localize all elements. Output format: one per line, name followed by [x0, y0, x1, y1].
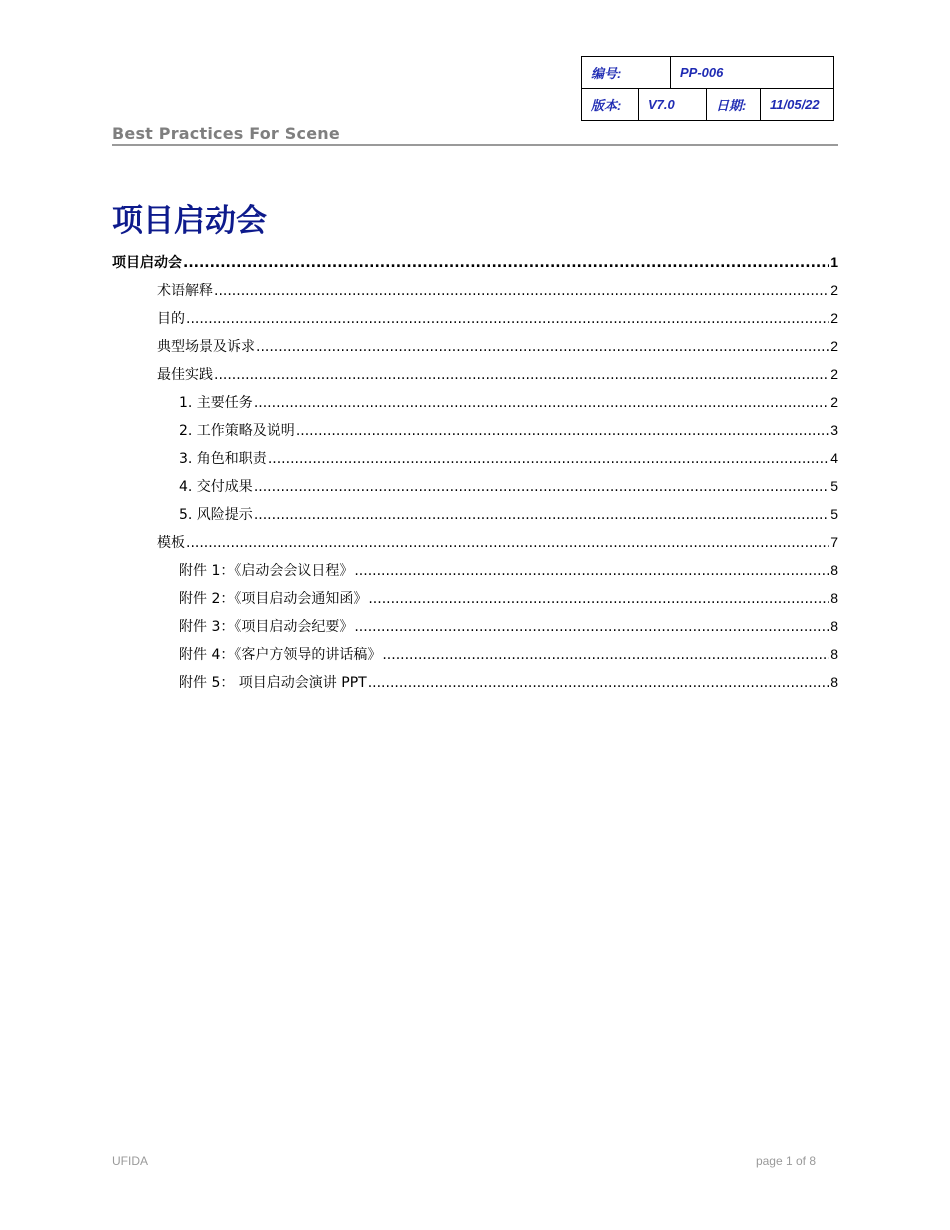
toc-entry[interactable]: [112, 388, 838, 416]
toc-entry-label: 附件 1：《启动会会议日程》: [179, 563, 354, 579]
toc-entry-page: 7: [830, 534, 838, 550]
toc-entry[interactable]: [112, 248, 838, 276]
toc-leader-dots: [368, 669, 830, 697]
number-value: PP-006: [671, 57, 834, 89]
toc-entry[interactable]: [112, 332, 838, 360]
document-title: 项目启动会: [112, 203, 267, 239]
meta-row-number: [582, 57, 834, 89]
toc-entry-label: 目的: [157, 311, 185, 327]
toc-entry-page: 8: [830, 646, 838, 662]
footer-page-info: page 1 of 8: [755, 1154, 816, 1168]
toc-leader-dots: [354, 613, 829, 641]
toc-entry-label: 术语解释: [157, 283, 213, 299]
toc-entry[interactable]: [112, 416, 838, 444]
toc-entry-page: 3: [830, 422, 838, 438]
toc-entry-label: 5. 风险提示: [179, 507, 253, 523]
footer-company: UFIDA: [112, 1154, 148, 1168]
toc-entry[interactable]: [112, 612, 838, 640]
date-value: 11/05/22: [761, 89, 834, 121]
toc-entry-page: 1: [830, 254, 838, 270]
toc-entry[interactable]: [112, 304, 838, 332]
toc-leader-dots: [214, 277, 829, 305]
toc-entry-label: 附件 4：《客户方领导的讲话稿》: [179, 647, 382, 663]
toc-entry[interactable]: [112, 444, 838, 472]
toc-leader-dots: [296, 417, 829, 445]
toc-leader-dots: [186, 529, 829, 557]
toc-leader-dots: [268, 445, 829, 473]
toc-entry-label: 项目启动会: [112, 255, 182, 271]
version-label: 版本:: [582, 89, 639, 121]
table-of-contents: [112, 248, 838, 696]
toc-leader-dots: [256, 333, 829, 361]
toc-leader-dots: [254, 501, 829, 529]
toc-entry-page: 8: [830, 590, 838, 606]
toc-entry-label: 最佳实践: [157, 367, 213, 383]
toc-leader-dots: [368, 585, 829, 613]
number-label: 编号:: [582, 57, 671, 89]
toc-entry-page: 8: [830, 674, 838, 690]
toc-entry-page: 2: [830, 310, 838, 326]
toc-entry[interactable]: [112, 640, 838, 668]
toc-leader-dots: [214, 361, 829, 389]
meta-row-version-date: [582, 89, 834, 121]
toc-entry-label: 3. 角色和职责: [179, 451, 267, 467]
toc-leader-dots: [382, 641, 829, 669]
toc-entry-page: 8: [830, 562, 838, 578]
document-meta-table: [581, 56, 834, 121]
toc-entry-label: 典型场景及诉求: [157, 339, 255, 355]
toc-entry-page: 4: [830, 450, 838, 466]
toc-entry[interactable]: [112, 528, 838, 556]
toc-entry-page: 2: [830, 338, 838, 354]
date-label: 日期:: [707, 89, 761, 121]
toc-entry[interactable]: [112, 668, 838, 696]
toc-entry[interactable]: [112, 276, 838, 304]
toc-entry-page: 5: [830, 506, 838, 522]
toc-leader-dots: [354, 557, 829, 585]
header-divider: [112, 144, 838, 146]
toc-entry-label: 附件 2：《项目启动会通知函》: [179, 591, 368, 607]
version-value: V7.0: [639, 89, 707, 121]
toc-entry-label: 2. 工作策略及说明: [179, 423, 295, 439]
toc-leader-dots: [183, 249, 829, 277]
toc-leader-dots: [186, 305, 829, 333]
toc-entry-page: 2: [830, 282, 838, 298]
toc-entry-label: 4. 交付成果: [179, 479, 253, 495]
toc-entry-label: 附件 3：《项目启动会纪要》: [179, 619, 354, 635]
toc-entry-page: 2: [830, 366, 838, 382]
toc-entry[interactable]: [112, 584, 838, 612]
toc-entry[interactable]: [112, 500, 838, 528]
toc-entry-page: 5: [830, 478, 838, 494]
toc-entry[interactable]: [112, 360, 838, 388]
toc-entry-page: 8: [830, 618, 838, 634]
toc-leader-dots: [254, 389, 829, 417]
toc-entry-label: 附件 5： 项目启动会演讲 PPT: [179, 675, 367, 691]
header-title: Best Practices For Scene: [112, 124, 340, 143]
toc-leader-dots: [254, 473, 829, 501]
toc-entry[interactable]: [112, 556, 838, 584]
toc-entry[interactable]: [112, 472, 838, 500]
toc-entry-label: 模板: [157, 535, 185, 551]
toc-entry-page: 2: [830, 394, 838, 410]
toc-entry-label: 1. 主要任务: [179, 395, 253, 411]
